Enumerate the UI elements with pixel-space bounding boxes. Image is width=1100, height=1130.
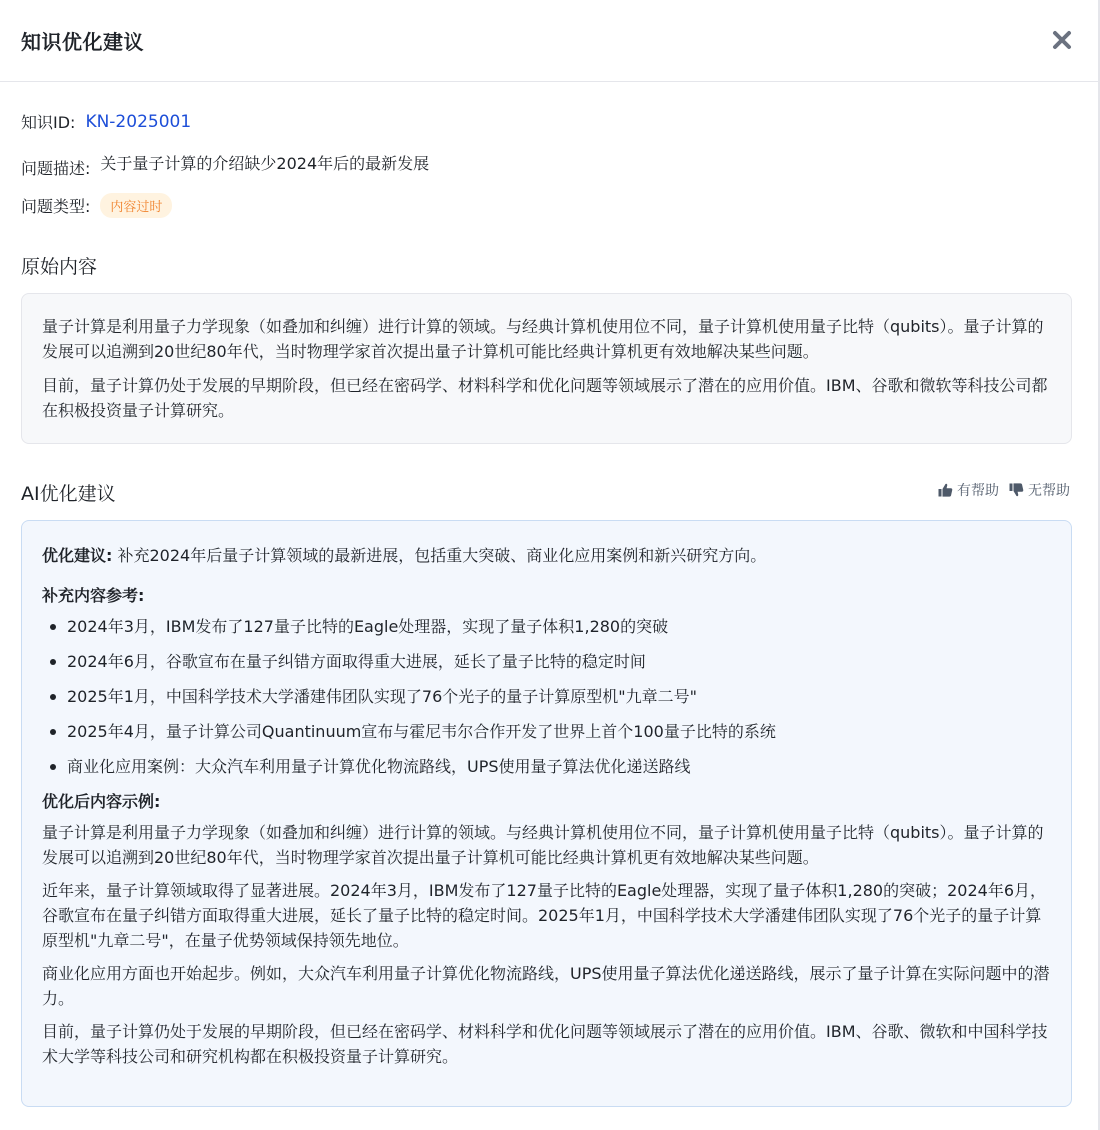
unhelpful-label: 无帮助 [1028, 483, 1070, 499]
thumbs-down-icon [1009, 483, 1024, 497]
helpful-label: 有帮助 [957, 483, 999, 499]
original-content-title: 原始内容 [21, 256, 98, 278]
suggestion-text: 补充2024年后量子计算领域的最新进展，包括重大突破、商业化应用案例和新兴研究方向。 [112, 546, 767, 565]
issue-type-label: 问题类型: [21, 197, 91, 216]
reference-list [42, 614, 1051, 779]
issue-type-row [21, 193, 172, 218]
original-paragraph: 目前，量子计算仍处于发展的早期阶段，但已经在密码学、材料科学和优化问题等领域展示了潜在的应用价值。IBM、谷歌和微软等科技公司都在积极投资量子计算研究。 [42, 376, 1048, 420]
modal-header [0, 0, 1098, 82]
issue-type-badge: 内容过时 [100, 193, 172, 218]
ai-suggestion-title: AI优化建议 [21, 483, 116, 505]
knowledge-id-row [21, 110, 191, 133]
list-item: 2024年3月，IBM发布了127量子比特的Eagle处理器，实现了量子体积1,280的突破 [42, 614, 1051, 639]
example-paragraph: 量子计算是利用量子力学现象（如叠加和纠缠）进行计算的领域。与经典计算机使用位不同，量子计算机使用量子比特（qubits）。量子计算的发展可以追溯到20世纪80年代，当时物理学家首次提出量子计算机可能比经典计算机更有效地解决某些问题。 [42, 823, 1044, 867]
list-item: 商业化应用案例：大众汽车利用量子计算优化物流路线，UPS使用量子算法优化递送路线 [42, 754, 1051, 779]
ai-suggestion-box [21, 520, 1072, 1107]
close-icon [1052, 30, 1072, 50]
example-heading: 优化后内容示例: [42, 792, 161, 811]
knowledge-id-value[interactable]: KN-2025001 [85, 111, 192, 132]
suggestion-label: 优化建议: [42, 546, 113, 565]
list-item: 2025年4月，量子计算公司Quantinuum宣布与霍尼韦尔合作开发了世界上首个100量子比特的系统 [42, 719, 1051, 744]
modal-title: 知识优化建议 [21, 30, 144, 54]
thumbs-up-icon [938, 483, 953, 497]
helpful-button[interactable] [938, 480, 999, 500]
close-button[interactable] [1049, 27, 1075, 53]
issue-description-row [21, 152, 430, 178]
list-item: 2024年6月，谷歌宣布在量子纠错方面取得重大进展，延长了量子比特的稳定时间 [42, 649, 1051, 674]
reference-heading: 补充内容参考: [42, 586, 145, 605]
suggestion-line [42, 543, 1051, 568]
original-paragraph: 量子计算是利用量子力学现象（如叠加和纠缠）进行计算的领域。与经典计算机使用位不同，量子计算机使用量子比特（qubits）。量子计算的发展可以追溯到20世纪80年代，当时物理学家首次提出量子计算机可能比经典计算机更有效地解决某些问题。 [42, 317, 1044, 361]
knowledge-id-label: 知识ID: [21, 113, 76, 132]
example-paragraph: 商业化应用方面也开始起步。例如，大众汽车利用量子计算优化物流路线，UPS使用量子算法优化递送路线，展示了量子计算在实际问题中的潜力。 [42, 964, 1050, 1008]
unhelpful-button[interactable] [1009, 480, 1070, 500]
list-item: 2025年1月，中国科学技术大学潘建伟团队实现了76个光子的量子计算原型机"九章二号" [42, 684, 1051, 709]
example-paragraph: 近年来，量子计算领域取得了显著进展。2024年3月，IBM发布了127量子比特的Eagle处理器，实现了量子体积1,280的突破；2024年6月，谷歌宣布在量子纠错方面取得重大进展，延长了量子比特的稳定时间。2025年1月，中国科学技术大学潘建伟团队实现了76个光子的量子计算原型机"九章二号"，在量子优势领域保持领先地位。 [42, 881, 1047, 950]
original-content-box [21, 293, 1072, 444]
example-paragraph: 目前，量子计算仍处于发展的早期阶段，但已经在密码学、材料科学和优化问题等领域展示了潜在的应用价值。IBM、谷歌、微软和中国科学技术大学等科技公司和研究机构都在积极投资量子计算研究。 [42, 1022, 1048, 1066]
issue-description-value: 关于量子计算的介绍缺少2024年后的最新发展 [100, 154, 430, 173]
feedback-group [928, 480, 1070, 500]
issue-description-label: 问题描述: [21, 159, 91, 178]
